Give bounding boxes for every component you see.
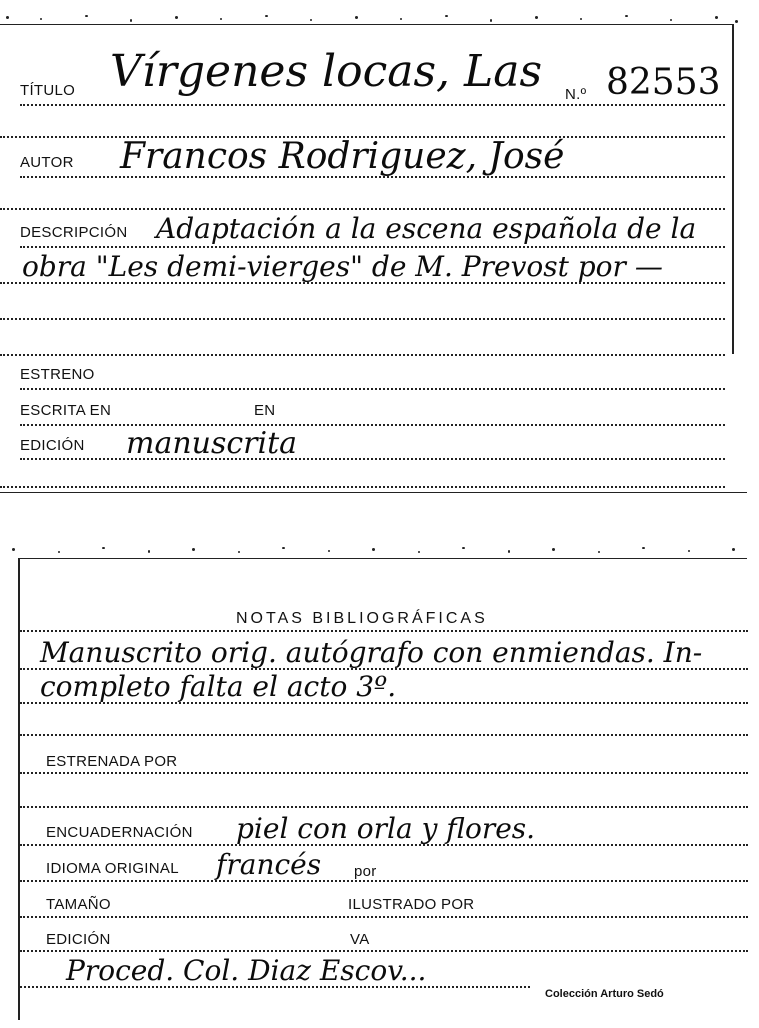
- idioma-rule: [20, 880, 748, 882]
- notas-rule-3: [20, 734, 748, 736]
- redaction-blotch: [372, 926, 430, 952]
- encuadernacion-value: piel con orla y flores.: [236, 812, 536, 845]
- titulo-label: TÍTULO: [20, 82, 76, 99]
- notas-line-2: completo falta el acto 3º.: [40, 670, 397, 703]
- numero-label: N.º: [565, 86, 587, 103]
- en-label: EN: [254, 402, 276, 419]
- edicion-label-bottom: EDICIÓN: [46, 931, 111, 948]
- card-bottom-border: [0, 492, 747, 493]
- autor-label: AUTOR: [20, 154, 74, 171]
- coleccion-label: Colección Arturo Sedó: [545, 988, 664, 1000]
- card-right-border: [732, 24, 734, 354]
- descripcion-line-1: Adaptación a la escena española de la: [156, 212, 697, 245]
- encuadernacion-rule: [20, 844, 748, 846]
- notas-rule-0: [20, 630, 748, 632]
- blank-rule-3: [0, 318, 725, 320]
- idioma-label: IDIOMA ORIGINAL: [46, 860, 179, 877]
- tamano-label: TAMAÑO: [46, 896, 111, 913]
- idioma-value: francés: [216, 848, 322, 881]
- escrita-en-label: ESCRITA EN: [20, 402, 112, 419]
- edicion-value-top: manuscrita: [126, 426, 298, 461]
- descripcion-rule-2: [0, 282, 725, 284]
- blank-rule-4: [0, 354, 725, 356]
- titulo-value: Vírgenes locas, Las: [110, 46, 543, 97]
- autor-rule: [20, 176, 725, 178]
- notas-rule-2: [20, 702, 748, 704]
- catalog-card-top: [0, 0, 759, 495]
- edicion-rule-top: [20, 458, 725, 460]
- edicion-rule-bottom: [20, 950, 748, 952]
- ilustrado-label: ILUSTRADO POR: [348, 896, 475, 913]
- edicion-label-top: EDICIÓN: [20, 437, 85, 454]
- titulo-rule: [20, 104, 725, 106]
- tamano-rule: [20, 916, 748, 918]
- estreno-label: ESTRENO: [20, 366, 95, 383]
- procedencia-value: Proced. Col. Diaz Escov...: [66, 954, 427, 987]
- numero-value: 82553: [606, 62, 721, 103]
- estreno-rule: [20, 388, 725, 390]
- encuadernacion-label: ENCUADERNACIÓN: [46, 824, 193, 841]
- card-top-border: [0, 24, 732, 25]
- blank-rule-2: [0, 208, 725, 210]
- notas-title: NOTAS BIBLIOGRÁFICAS: [236, 610, 488, 627]
- blank-rule-5: [0, 486, 725, 488]
- blank-rule-6: [20, 806, 748, 808]
- estrenada-label: ESTRENADA POR: [46, 753, 178, 770]
- estrenada-rule: [20, 772, 748, 774]
- catalog-card-bottom: [0, 530, 759, 1028]
- torn-edge-bottom: [0, 544, 745, 558]
- va-label: VA: [350, 931, 370, 948]
- card2-top-border: [18, 558, 747, 559]
- por-label: por: [354, 863, 377, 880]
- autor-value: Francos Rodriguez, José: [120, 136, 565, 177]
- descripcion-line-2: obra "Les demi-vierges" de M. Prevost por —: [22, 250, 663, 283]
- notas-line-1: Manuscrito orig. autógrafo con enmiendas. In-: [40, 636, 703, 669]
- procedencia-rule: [20, 986, 530, 988]
- descripcion-rule-1: [20, 246, 725, 248]
- descripcion-label: DESCRIPCIÓN: [20, 224, 128, 241]
